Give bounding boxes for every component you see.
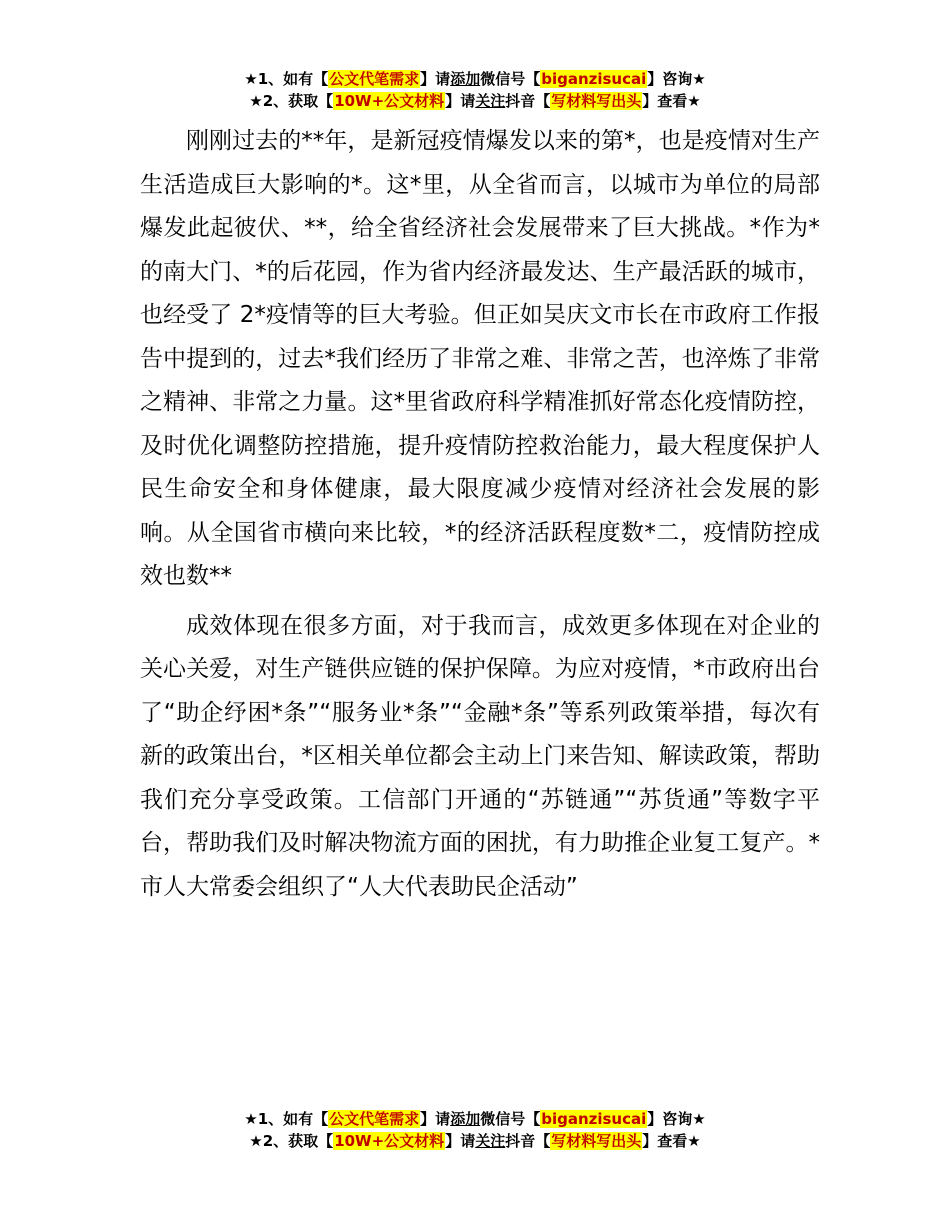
highlight-materials: 10W+公文材料 bbox=[334, 92, 445, 110]
paragraph-2: 成效体现在很多方面，对于我而言，成效更多体现在对企业的关心关爱，对生产链供应链的保护保障。为应对疫情，*市政府出台了“助企纾困*条”“服务业*条”“金融*条”等系列政策举措，每次有新的政策出台，*区相关单位都会主动上门来告知、解读政策，帮助我们充分享受政策。工信部门开通的“苏链通”“苏货通”等数字平台，帮助我们及时解决物流方面的困扰，有力助推企业复工复产。*市人大常委会组织了“人大代表助民企活动” bbox=[140, 612, 820, 900]
highlight-service: 公文代笔需求 bbox=[329, 1110, 420, 1128]
banner-line-2: ★2、获取【10W+公文材料】请关注抖音【写材料写出头】查看★ bbox=[249, 92, 701, 110]
highlight-materials: 10W+公文材料 bbox=[334, 1132, 445, 1150]
highlight-service: 公文代笔需求 bbox=[329, 70, 420, 88]
banner-line-2: ★2、获取【10W+公文材料】请关注抖音【写材料写出头】查看★ bbox=[249, 1132, 701, 1150]
document-body bbox=[140, 120, 820, 915]
highlight-douyin-account: 写材料写出头 bbox=[551, 92, 642, 110]
header-banner bbox=[0, 68, 950, 112]
highlight-douyin-account: 写材料写出头 bbox=[551, 1132, 642, 1150]
banner-line-1: ★1、如有【公文代笔需求】请添加微信号【biganzisucai】咨询★ bbox=[244, 1110, 706, 1128]
paragraph-1: 刚刚过去的**年，是新冠疫情爆发以来的第*，也是疫情对生产生活造成巨大影响的*。这*里，从全省而言，以城市为单位的局部爆发此起彼伏、**，给全省经济社会发展带来了巨大挑战。*作为*的南大门、*的后花园，作为省内经济最发达、生产最活跃的城市，也经受了 2*疫情等的巨大考验。但正如吴庆文市长在市政府工作报告中提到的，过去*我们经历了非常之难、非常之苦，也淬炼了非常之精神、非常之力量。这*里省政府科学精准抓好常态化疫情防控，及时优化调整防控措施，提升疫情防控救治能力，最大程度保护人民生命安全和身体健康，最大限度减少疫情对经济社会发展的影响。从全国省市横向来比较，*的经济活跃程度数*二，疫情防控成效也数** bbox=[140, 128, 820, 589]
highlight-wechat-id: biganzisucai bbox=[541, 1110, 647, 1128]
highlight-wechat-id: biganzisucai bbox=[541, 70, 647, 88]
banner-line-1: ★1、如有【公文代笔需求】请添加微信号【biganzisucai】咨询★ bbox=[244, 70, 706, 88]
footer-banner bbox=[0, 1108, 950, 1152]
